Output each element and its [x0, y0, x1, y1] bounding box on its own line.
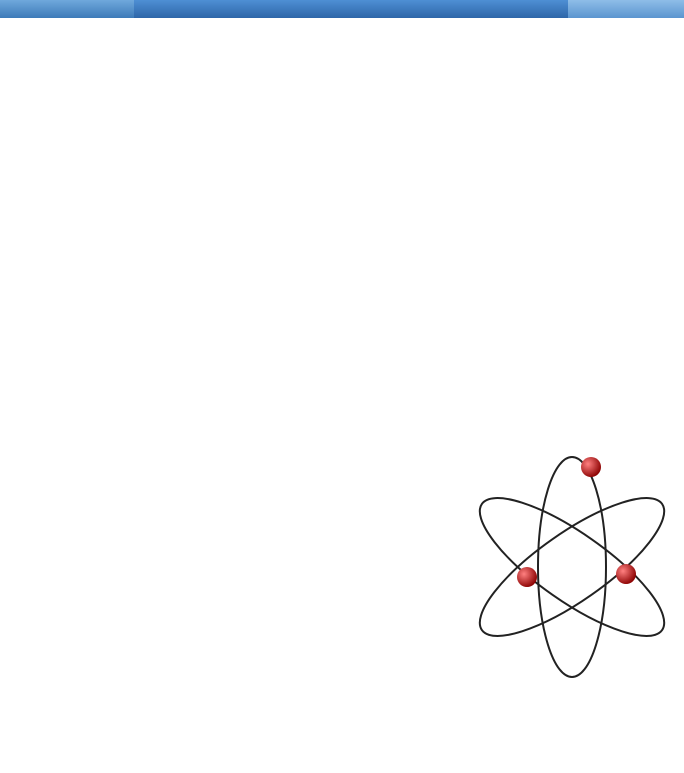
header-subject — [568, 0, 684, 18]
electron-icon — [616, 564, 636, 584]
dose-bar-chart — [0, 314, 684, 760]
electron-icon — [581, 457, 601, 477]
header-bar — [0, 0, 684, 18]
page-title — [134, 0, 568, 18]
atom-illustration — [462, 457, 681, 677]
header-category — [0, 0, 134, 18]
electron-icon — [517, 567, 537, 587]
